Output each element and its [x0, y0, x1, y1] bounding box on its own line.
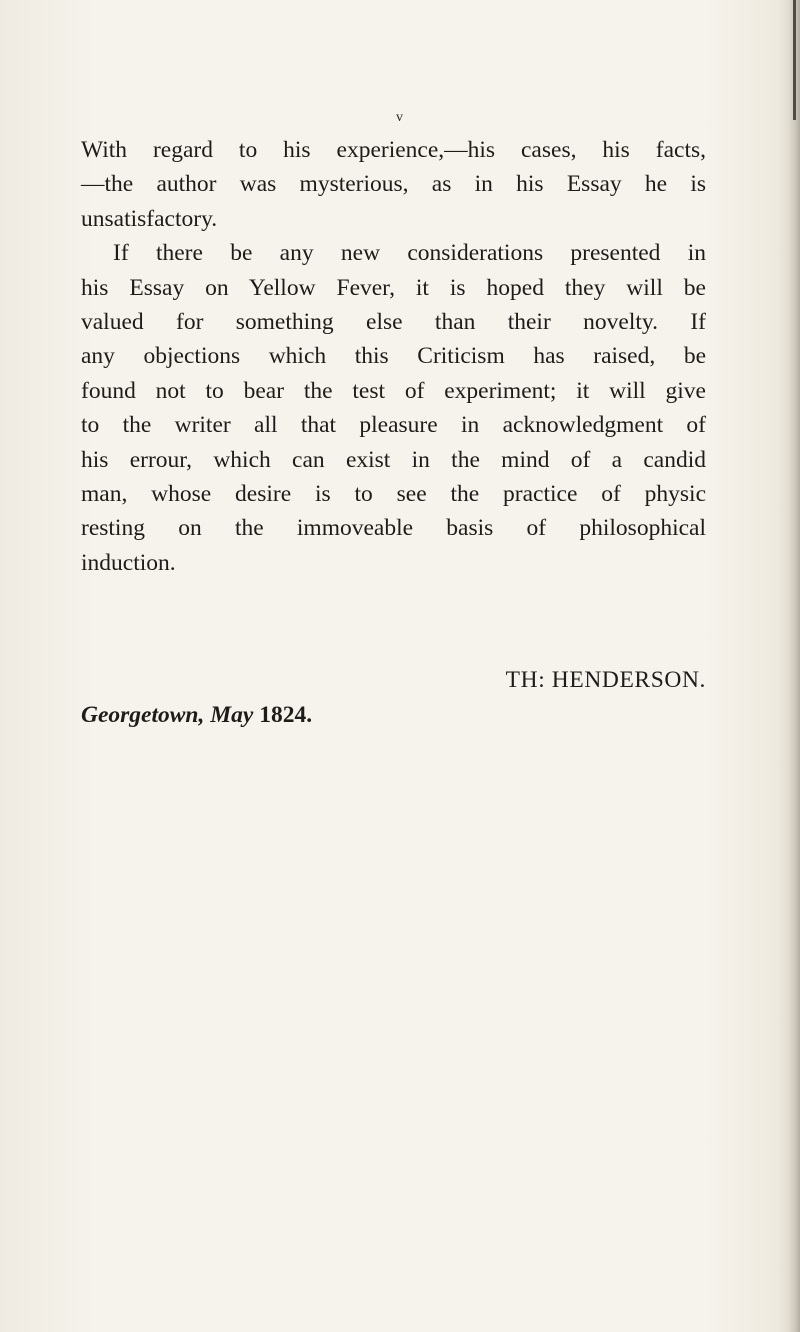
text-line: his Essay on Yellow Fever, it is hoped they will be — [81, 274, 706, 301]
paragraph-1 — [81, 133, 706, 236]
dateline-year: 1824. — [259, 702, 313, 728]
text-line: With regard to his experience,—his cases, his facts, — [81, 137, 706, 163]
text-line: to the writer all that pleasure in acknowledgment of — [81, 412, 706, 439]
text-line: found not to bear the test of experiment; it will give — [81, 377, 706, 404]
text-line: induction. — [81, 549, 176, 576]
text-line: valued for something else than their novelty. If — [81, 309, 706, 336]
text-line: —the author was mysterious, as in his Essay he is — [81, 171, 706, 198]
text-line: any objections which this Criticism has raised, be — [81, 343, 706, 370]
paragraph-2 — [81, 236, 706, 580]
body-text — [81, 133, 706, 580]
dateline — [81, 702, 312, 729]
text-line: unsatisfactory. — [81, 205, 218, 232]
author-signature: TH: HENDERSON. — [505, 667, 706, 693]
page-edge-mark — [793, 0, 796, 120]
dateline-month: May — [210, 702, 254, 728]
dateline-place: Georgetown, — [81, 702, 205, 728]
text-line: man, whose desire is to see the practice of physic — [81, 481, 706, 508]
text-line: resting on the immoveable basis of philosophical — [81, 515, 706, 542]
text-line: If there be any new considerations presented in — [113, 240, 706, 267]
page-edge-shadow — [788, 0, 800, 1332]
page-signature-mark: v — [396, 110, 404, 125]
text-line: his errour, which can exist in the mind of a candid — [81, 446, 706, 473]
